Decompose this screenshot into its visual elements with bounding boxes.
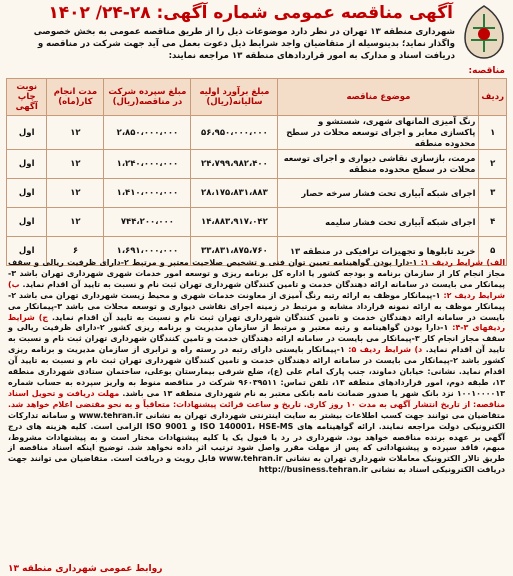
table-header-row xyxy=(7,79,507,116)
municipality-logo-icon xyxy=(459,4,509,60)
row-estimate: ۱۴،۸۸۳،۹۱۷،۰۴۲ xyxy=(191,208,278,237)
site-label: توضیح اینکه اسناد مناقصه از طریق تالار الکترونیک معاملات شهرداری تهران به نشانی www.tehran.ir قابل رویت و دریافت است. متقاضیان می توانند جهت دریافت الکترونیکی اسناد به نشانی xyxy=(8,443,505,475)
header xyxy=(0,0,513,76)
condition-label: د) شرایط ردیف ۵: xyxy=(348,345,423,355)
condition-text: ۱-پیمانکار موظف به ارائه رتبه رنگ آمیزی از معاونت خدمات شهری و محیط زیست شهرداری تهران می باشد ۲-پیمانکار موظف به ارائه نمونه قرارداد مشابه و مرتبط در زمینه اجرای نقاشی دیواری و توسعه محلات می باشد ۳-پیمانکار می بایست در سامانه ارائه دهندگان خدمت و تامین کنندگان شهرداری تهران ثبت نام و نسبت به تایید آن اقدام نماید. xyxy=(8,290,505,322)
row-no: ۲ xyxy=(479,150,507,179)
row-duration: ۱۲ xyxy=(47,150,104,179)
condition-text: ۱-دارا بودن گواهینامه و رتبه معتبر و مرتبط از سازمان مدیریت و برنامه ریزی کشور ۲-دارای ظرفیت ریالی و سقف مجاز انجام کار ۳-پیمانکار می بایست در سامانه ارائه دهندگان خدمت و تامین کنندگان شهرداری تهران ثبت نام و نسبت به تایید آن اقدام نماید. xyxy=(8,323,506,355)
row-subject: رنگ آمیزی المانهای شهری، شستشو و پاکسازی معابر و اجرای توسعه محلات در سطح محدوده منطقه xyxy=(278,116,479,150)
row-estimate: ۲۴،۷۹۹،۹۸۲،۴۰۰ xyxy=(191,150,278,179)
row-duration: ۶ xyxy=(47,237,104,266)
col-print: نوبت چاپ آگهی xyxy=(7,79,47,116)
row-duration: ۱۲ xyxy=(47,179,104,208)
footer-signature: روابط عمومی شهرداری منطقه ۱۳ xyxy=(8,564,163,574)
row-subject: اجرای شبکه آبیاری تحت فشار سرخه حصار xyxy=(278,179,479,208)
row-print: اول xyxy=(7,179,47,208)
row-estimate: ۲۸،۱۷۵،۸۳۱،۸۸۳ xyxy=(191,179,278,208)
condition-label: الف) شرایط ردیف ۱: xyxy=(420,258,506,267)
row-subject: مرمت، بازسازی نقاشی دیواری و اجرای توسعه محلات در سطح محدوده منطقه xyxy=(278,150,479,179)
row-duration: ۱۲ xyxy=(47,116,104,150)
business-site-link[interactable]: http://business.tehran.ir xyxy=(258,465,368,475)
col-duration: مدت انجام کار(ماه) xyxy=(47,79,104,116)
row-subject: خرید تابلوها و تجهیزات ترافیکی در منطقه ۱۳ xyxy=(278,237,479,266)
row-print: اول xyxy=(7,116,47,150)
table-row xyxy=(7,179,507,208)
row-estimate: ۳۳،۸۳۱،۸۷۵،۷۶۰ xyxy=(191,237,278,266)
table-row xyxy=(7,208,507,237)
tender-label: مناقصه: xyxy=(468,66,505,76)
row-estimate: ۵۶،۹۵۰،۰۰۰،۰۰۰ xyxy=(191,116,278,150)
col-estimate: مبلغ برآورد اولیه سالیانه(ریال) xyxy=(191,79,278,116)
row-no: ۴ xyxy=(479,208,507,237)
tender-table xyxy=(6,78,507,266)
condition-label: ب) شرایط ردیف ۲: xyxy=(8,279,506,300)
deadline: مهلت دریافت و تحویل اسناد مناقصه: از تاریخ انتشار آگهی به مدت ۱۰ روز کاری. تاریخ و ساعت قرائت پیشنهادات: متعاقباً و به نحو مقتضی اعلام خواهد شد. xyxy=(8,388,505,409)
col-subject: موضوع مناقصه xyxy=(278,79,479,116)
row-print: اول xyxy=(7,150,47,179)
row-no: ۳ xyxy=(479,179,507,208)
row-print: اول xyxy=(7,208,47,237)
condition-label: ج) شرایط ردیفهای ۳-۴: xyxy=(8,312,505,333)
row-duration: ۱۲ xyxy=(47,208,104,237)
row-no: ۱ xyxy=(479,116,507,150)
row-print: اول xyxy=(7,237,47,266)
deposit-note: شرکت در مناقصه منوط به واریز سپرده به حساب شماره ۱۰۰۱۰۰۰۰۱۳ نزد بانک شهر یا صدور ضمانت نامه بانکی معتبر به نام شهرداری منطقه ۱۳ می باشد. xyxy=(8,377,505,398)
row-deposit: ۱،۲۴۰،۰۰۰،۰۰۰ xyxy=(104,150,191,179)
row-deposit: ۱،۴۱۰،۰۰۰،۰۰۰ xyxy=(104,179,191,208)
condition-text: ۱-دارا بودن گواهینامه تعیین توان فنی و تشخیص صلاحیت معتبر و مرتبط ۲-دارای ظرفیت ریالی و سقف مجاز انجام کار از سازمان برنامه و بودجه کشور یا اداره کل برنامه ریزی و توسعه امور خدمات شهری شهرداری تهران باشد ۳-پیمانکار می بایست در سامانه ارائه دهندگان خدمت و تامین کنندگان شهرداری تهران ثبت نام و نسبت به تایید آن اقدام نماید. xyxy=(8,258,506,289)
row-no: ۵ xyxy=(479,237,507,266)
row-deposit: ۱،۶۹۱،۰۰۰،۰۰۰ xyxy=(104,237,191,266)
address: نشانی: خیابان دماوند، جنب پارک امام علی (ع)، ضلع شرقی بیمارستان بوعلی، ساختمان ستادی شهرداری منطقه ۱۳، طبقه دوم، امور قراردادهای منطقه ۱۳، تلفن تماس: ۹۶۰۳۹۵۱۱ xyxy=(8,367,505,387)
col-no: ردیف xyxy=(479,79,507,116)
row-deposit: ۲،۸۵۰،۰۰۰،۰۰۰ xyxy=(104,116,191,150)
notice-body xyxy=(8,258,505,476)
row-deposit: ۷۴۴،۲۰۰،۰۰۰ xyxy=(104,208,191,237)
row-subject: اجرای شبکه آبیاری تحت فشار سلیمه xyxy=(278,208,479,237)
notice-title: آگهی مناقصه عمومی شماره آگهی: ۲۸-۲۴/ ۱۴۰۲ xyxy=(48,3,453,23)
col-deposit: مبلغ سپرده شرکت در مناقصه(ریال) xyxy=(104,79,191,116)
table-row xyxy=(7,116,507,150)
notes: متقاضیان می توانند جهت کسب اطلاعات بیشتر به سایت اینترنتی شهرداری تهران به نشانی www.tehran.ir و سامانه تدارکات الکترونیکی دولت مراجعه نمایند. ارائه گواهینامه های ISO 140001، HSE-MS و ISO 9001 الزامی است. کلیه هزینه های درج آگهی بر عهده برنده مناقصه خواهد بود. شهرداری در رد یا قبول یک یا کلیه پیشنهادات مختار است و به پیشنهادات مشروط، مبهم، فاقد سپرده و پیشنهاداتی که پس از مهلت مقرر واصل شود ترتیب اثر داده نخواهد شد. xyxy=(8,410,506,453)
condition-text: ۱-پیمانکار بایستی دارای رتبه در رسته راه و ترابری از سازمان مدیریت و برنامه ریزی کشور باشد ۲-پیمانکار می بایست در سامانه ارائه دهندگان خدمت و تامین کنندگان شهرداری تهران ثبت نام و نسبت به تایید آن اقدام نماید. xyxy=(8,345,506,377)
notice-intro: شهرداری منطقه ۱۳ تهران در نظر دارد موضوعات ذیل را از طریق مناقصه عمومی به بخش خصوصی واگذار نماید؛ بدینوسیله از متقاضیان واجد شرایط ذیل دعوت بعمل می آید جهت شرکت در مناقصه و دریافت اسناد و مدارک به امور قراردادهای منطقه ۱۳ مراجعه نمایند: xyxy=(33,27,455,61)
table-row xyxy=(7,150,507,179)
